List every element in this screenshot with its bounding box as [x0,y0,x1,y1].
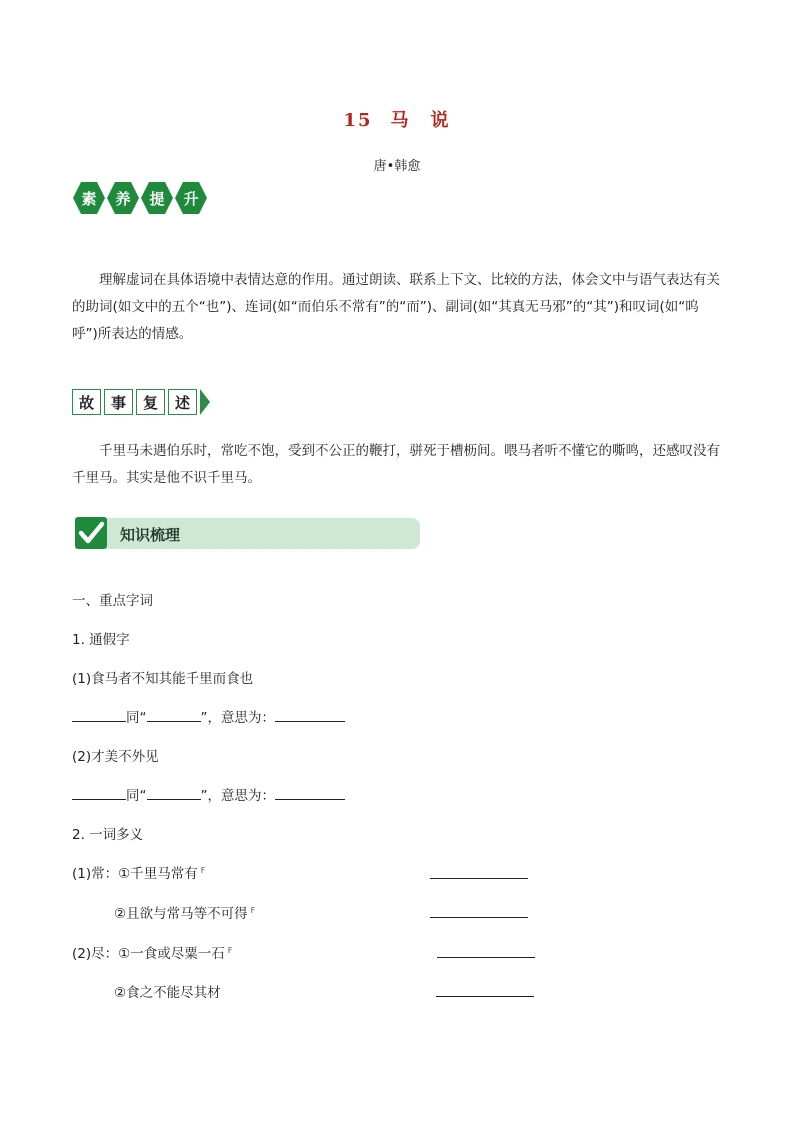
story-badge [72,389,210,419]
polysemy-item-jin-2: ②食之不能尽其材 [114,985,221,1001]
blank-field[interactable] [430,903,528,918]
sub-heading-tongjiazi: 1. 通假字 [72,632,130,648]
blank-field[interactable] [275,707,345,722]
story-box-4: 述 [168,389,197,415]
blank-field[interactable] [437,943,535,958]
story-box-2: 事 [104,389,133,415]
arrow-tail-icon [200,389,210,415]
sub-heading-polysemy: 2. 一词多义 [72,827,144,843]
item-2: (2)才美不外见 [72,749,159,765]
section-heading: 一、重点字词 [72,593,153,609]
title-char-1: 马 [390,110,411,131]
blank-field[interactable] [430,864,528,879]
story-box-3: 复 [136,389,165,415]
blank-field[interactable] [147,785,201,800]
story-paragraph: 千里马未遇伯乐时，常吃不饱，受到不公正的鞭打，骈死于槽枥间。喂马者听不懂它的嘶鸣，还感叹没有千里马。其实是他不识千里马。 [72,443,720,486]
author-line: 唐•韩愈 [373,159,421,174]
hex-badge-4: 升 [174,181,208,215]
lesson-number: 15 [343,110,373,131]
item-1: (1)食马者不知其能千里而食也 [72,671,254,687]
hex-badge-2: 养 [106,181,140,215]
literacy-paragraph: 理解虚词在具体语境中表情达意的作用。通过朗读、联系上下文、比较的方法，体会文中与语气表达有关的助词(如文中的五个“也”)、连词(如“而伯乐不常有”的“而”)、副词(如“其真无马邪”的“其”)和叹词(如“呜呼”)所表达的情感。 [72,272,720,342]
hex-badge-1: 素 [72,181,106,215]
page-title [0,106,794,132]
banner-title: 知识梳理 [120,526,181,544]
story-box-1: 故 [72,389,101,415]
blank-field[interactable] [72,785,126,800]
polysemy-item-jin-1: (2)尽：①一食或尽粟一石 $^F$ [72,945,233,962]
fill-line-1: 同“ ”，意思为： [72,706,345,726]
title-char-2: 说 [430,110,451,131]
blank-field[interactable] [275,785,345,800]
literacy-badge [72,181,208,215]
blank-field[interactable] [436,982,534,997]
fill-line-2: 同“ ”，意思为： [72,784,345,804]
polysemy-item-chang-1: (1)常：①千里马常有 $^F$ [72,865,206,882]
blank-field[interactable] [147,707,201,722]
blank-field[interactable] [72,707,126,722]
hex-badge-3: 提 [140,181,174,215]
polysemy-item-chang-2: ②且欲与常马等不可得 $^F$ [114,905,256,922]
checkmark-icon [74,516,108,550]
knowledge-banner [74,516,420,550]
